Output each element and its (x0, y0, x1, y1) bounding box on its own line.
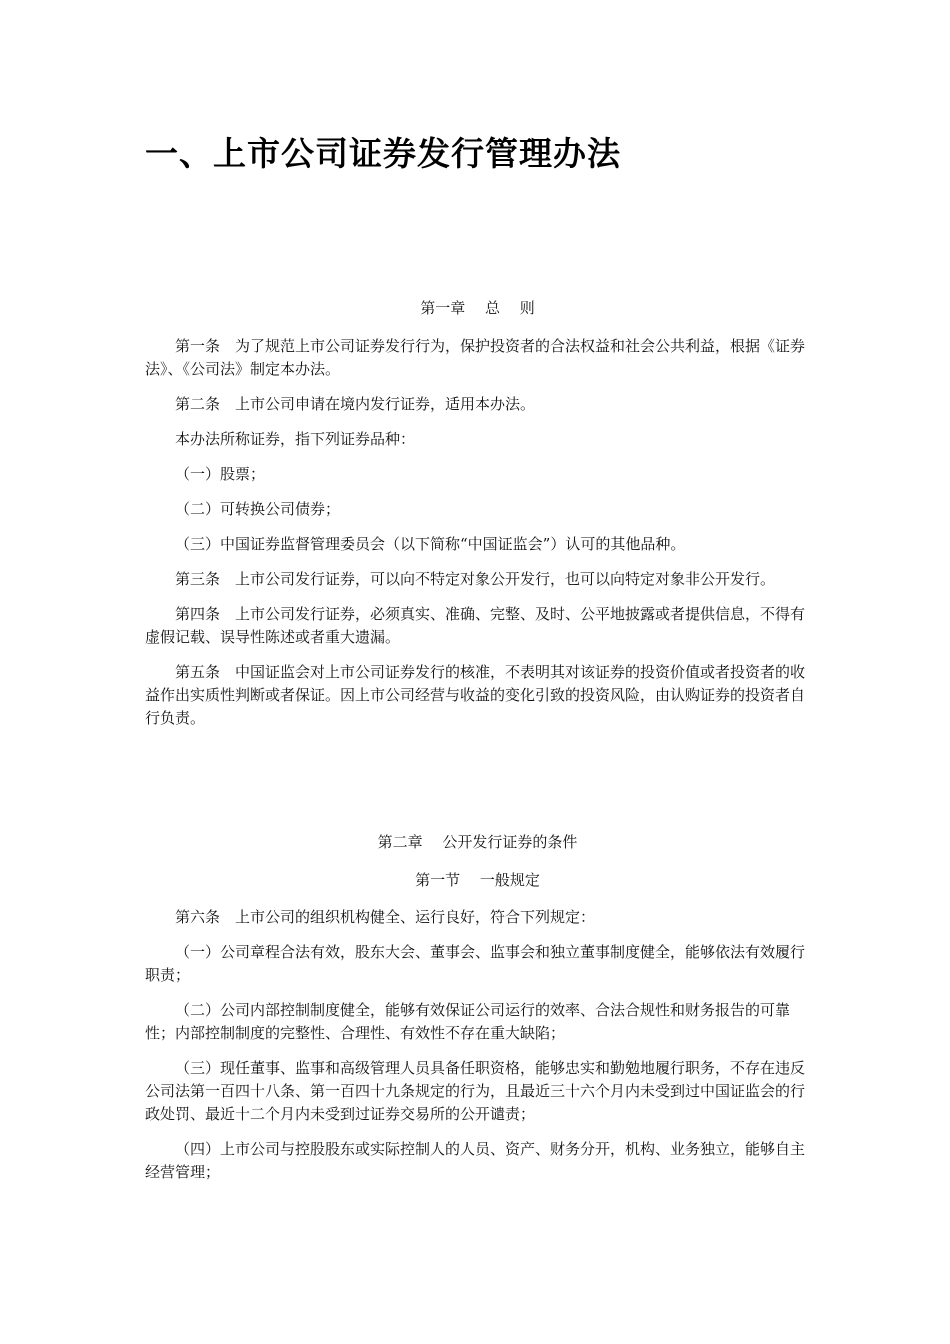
securities-intro: 本办法所称证券，指下列证券品种： (175, 430, 416, 448)
article-6: 第六条 上市公司的组织机构健全、运行良好，符合下列规定： (175, 908, 596, 926)
chapter-1-heading: 第一章 总 则 (420, 299, 535, 317)
article-1: 第一条 为了规范上市公司证券发行行为，保护投资者的合法权益和社会公共利益，根据《证券法》、《公司法》制定本办法。 (145, 337, 806, 378)
article-5: 第五条 中国证监会对上市公司证券发行的核准，不表明其对该证券的投资价值或者投资者的收益作出实质性判断或者保证。因上市公司经营与收益的变化引致的投资风险，由认购证券的投资者自行负责。 (145, 663, 806, 727)
section-1-heading: 第一节 一般规定 (415, 871, 540, 889)
article-6-item-4: （四）上市公司与控股股东或实际控制人的人员、资产、财务分开，机构、业务独立，能够自主经营管理； (145, 1140, 806, 1181)
article-4: 第四条 上市公司发行证券，必须真实、准确、完整、及时、公平地披露或者提供信息，不得有虚假记载、误导性陈述或者重大遗漏。 (145, 605, 806, 646)
article-6-item-1: （一）公司章程合法有效，股东大会、董事会、监事会和独立董事制度健全，能够依法有效履行职责； (145, 943, 806, 984)
article-3: 第三条 上市公司发行证券，可以向不特定对象公开发行，也可以向特定对象非公开发行。 (175, 570, 776, 588)
chapter-2-heading: 第二章 公开发行证券的条件 (377, 833, 578, 851)
securities-item-2: （二）可转换公司债券； (175, 500, 341, 518)
chapter-2-body (145, 906, 810, 1184)
securities-item-1: （一）股票； (175, 465, 266, 483)
chapter-1-body (145, 335, 810, 730)
article-2: 第二条 上市公司申请在境内发行证券，适用本办法。 (175, 395, 536, 413)
article-6-item-3: （三）现任董事、监事和高级管理人员具备任职资格，能够忠实和勤勉地履行职务，不存在违反公司法第一百四十八条、第一百四十九条规定的行为，且最近三十六个月内未受到过中国证监会的行政处罚、最近十二个月内未受到过证券交易所的公开谴责； (145, 1059, 806, 1123)
document-title: 一、上市公司证券发行管理办法 (145, 134, 621, 173)
securities-item-3: （三）中国证券监督管理委员会（以下简称“中国证监会”）认可的其他品种。 (175, 535, 686, 553)
article-6-item-2: （二）公司内部控制制度健全，能够有效保证公司运行的效率、合法合规性和财务报告的可靠性；内部控制制度的完整性、合理性、有效性不存在重大缺陷； (145, 1001, 791, 1042)
